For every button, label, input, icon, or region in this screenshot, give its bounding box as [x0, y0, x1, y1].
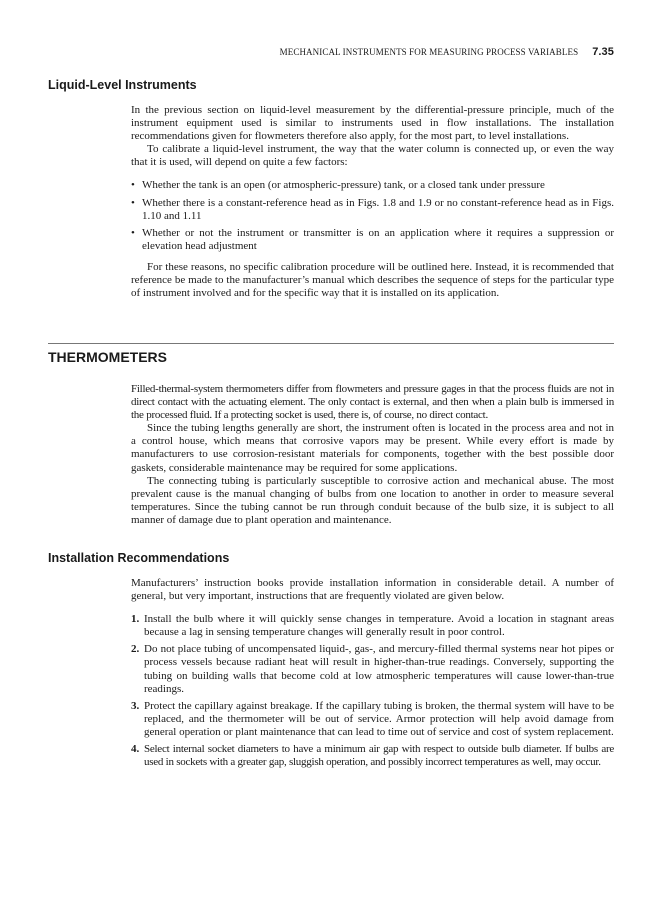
bullet-marker: • [131, 226, 135, 239]
liquid-level-body [131, 104, 614, 300]
bullet-list [131, 179, 614, 252]
heading-installation-recommendations: Installation Recommendations [48, 551, 230, 565]
page-number: 7.35 [592, 46, 614, 58]
paragraph: Manufacturers’ instruction books provide installation information in considerable detail. A number of general, but very important, instructions that are frequently violated are given below. [131, 577, 614, 603]
list-item [131, 700, 614, 739]
list-number: 3. [131, 699, 140, 712]
list-number: 1. [131, 613, 140, 626]
list-item-text: Do not place tubing of uncompensated liquid-, gas-, and mercury-filled thermal systems near hot pipes or process vessels because radiant heat will result in higher-than-true readings. Conversely, supporting the tubing on building walls that become cold at low atmospheric temperatures will cause lower-than-true readings. [144, 643, 614, 695]
list-item [131, 227, 614, 253]
running-header-title: MECHANICAL INSTRUMENTS FOR MEASURING PROCESS VARIABLES [279, 47, 579, 57]
list-item [131, 197, 614, 223]
list-item-text: Whether or not the instrument or transmitter is on an application where it requires a suppression or elevation head adjustment [142, 226, 614, 252]
list-item-text: Protect the capillary against breakage. If the capillary tubing is broken, the thermal system will have to be replaced, and the thermometer will be out of service. Armor protection will help avoid damage from general operation or plant maintenance that can lead to time out of service and cost of system replacement. [144, 699, 614, 738]
thermometers-body [131, 383, 614, 527]
list-item [131, 743, 614, 769]
paragraph: Since the tubing lengths generally are short, the instrument often is located in the process area and not in a control house, which means that corrosive vapors may be present. While every effort is made by manufacturers to use corrosion-resistant materials for components, together with the best possible door gaskets, considerable maintenance may be required for some applications. [131, 422, 614, 474]
bullet-marker: • [131, 196, 135, 209]
paragraph: Filled-thermal-system thermometers differ from flowmeters and pressure gages in that the process fluids are not in direct contact with the actuating element. The only contact is external, and then when a plain bulb is immersed in the processed fluid. If a protecting socket is used, there is, of course, no direct contact. [131, 383, 614, 422]
paragraph: In the previous section on liquid-level measurement by the differential-pressure principle, much of the instrument equipment used is similar to instruments used in flow installations. The installation recommendations given for flowmeters therefore also apply, for the most part, to level installations. [131, 104, 614, 143]
paragraph: For these reasons, no specific calibration procedure will be outlined here. Instead, it is recommended that reference be made to the manufacturer’s manual which describes the sequence of steps for the particular type of instrument involved and for the specific way that it is installed on its application. [131, 260, 614, 300]
list-item-text: Install the bulb where it will quickly sense changes in temperature. Avoid a location in stagnant areas because a lag in sensing temperature changes will generally result in poor control. [144, 613, 614, 639]
heading-thermometers: THERMOMETERS [48, 349, 167, 365]
paragraph: The connecting tubing is particularly susceptible to corrosive action and mechanical abuse. The most prevalent cause is the manual changing of bulbs from one location to another in order to measure several temperatures. Since the tubing cannot be run through conduit because of the bulb size, it is subject to all manner of damage due to plant operation and maintenance. [131, 474, 614, 526]
running-header [280, 46, 614, 58]
installation-body [131, 577, 614, 773]
list-item-text: Whether the tank is an open (or atmospheric-pressure) tank, or a closed tank under pressure [142, 179, 545, 192]
list-item-text: Whether there is a constant-reference head as in Figs. 1.8 and 1.9 or no constant-reference head as in Figs. 1.10 and 1.11 [142, 196, 614, 222]
list-number: 2. [131, 643, 140, 656]
list-item [131, 613, 614, 639]
paragraph: To calibrate a liquid-level instrument, the way that the water column is connected up, or even the way that it is used, will depend on quite a few factors: [131, 143, 614, 169]
list-number: 4. [131, 743, 140, 756]
list-item-text: Select internal socket diameters to have a minimum air gap with respect to outside bulb diameter. If bulbs are used in sockets with a greater gap, sluggish operation, and possibly incorrect temperatures as well, may occur. [144, 743, 614, 769]
heading-liquid-level-instruments: Liquid-Level Instruments [48, 78, 197, 92]
section-divider [48, 343, 614, 344]
numbered-list [131, 613, 614, 769]
list-item [131, 179, 614, 192]
list-item [131, 643, 614, 695]
bullet-marker: • [131, 179, 135, 192]
